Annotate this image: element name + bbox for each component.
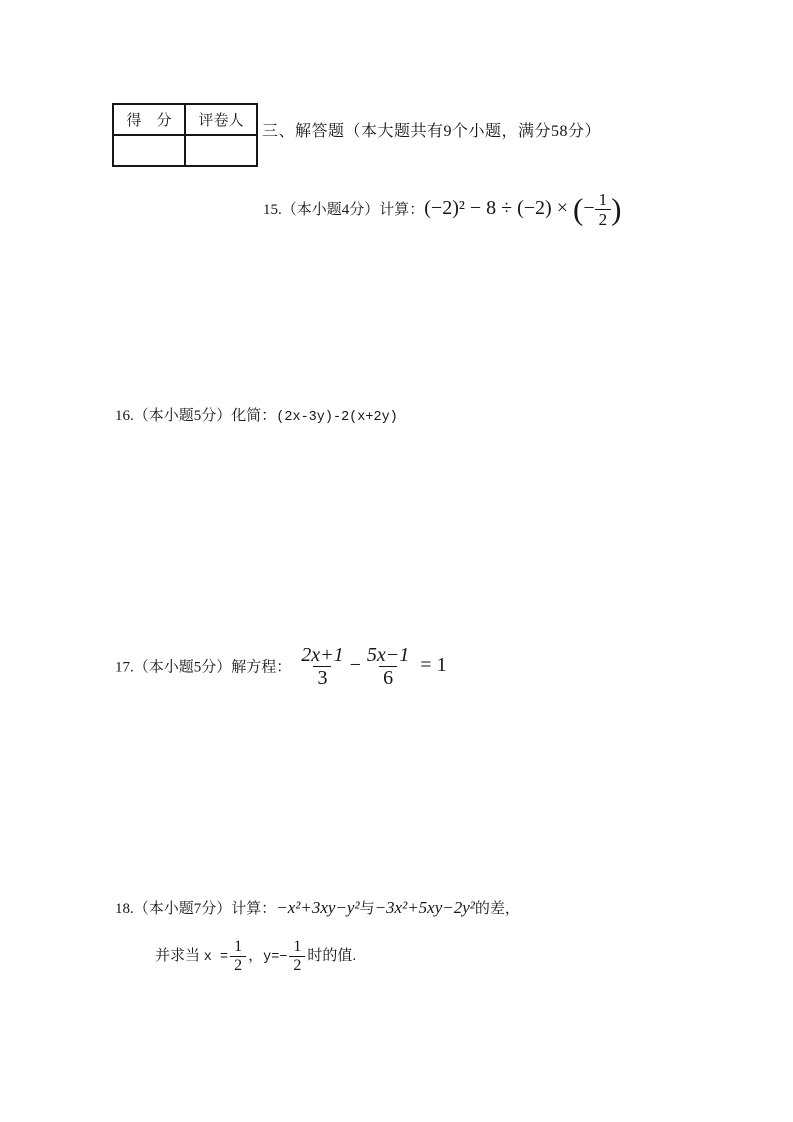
problem-18-line-1: [115, 897, 520, 918]
problem-17-formula: [291, 644, 447, 690]
p17-fraction-1-numerator: 2x+1: [301, 644, 344, 666]
p17-fraction-2-numerator: 5x−1: [366, 644, 410, 666]
p18-x-fraction-denominator: 2: [230, 956, 246, 975]
p15-expression: (−2)² − 8 ÷ (−2) ×: [424, 197, 573, 220]
p18-y-equals: y=−: [263, 949, 288, 965]
section-heading: 三、解答题（本大题共有9个小题，满分58分）: [262, 123, 602, 140]
score-table-header-row: [113, 104, 257, 135]
p18-expression-2: −3x²+5xy−2y²: [374, 898, 475, 917]
p18-line2-lead: 并求当: [155, 947, 204, 964]
p17-fraction-1: [297, 644, 347, 690]
p17-fraction-1-denominator: 3: [313, 666, 331, 689]
problem-18-formula: [276, 898, 520, 917]
p17-fraction-2-denominator: 6: [379, 666, 397, 689]
problem-15-formula: [424, 190, 622, 230]
p18-y-fraction: [289, 938, 305, 975]
p18-y-fraction-numerator: 1: [293, 938, 302, 955]
p18-y-fraction-denominator: 2: [289, 956, 305, 975]
p17-fraction-2: [363, 644, 413, 690]
problem-18-line-2: [155, 938, 356, 975]
problem-18-label: 18.（本小题7分）计算：: [115, 901, 277, 917]
score-table: [112, 103, 258, 167]
p15-open-paren: (: [573, 191, 584, 227]
problem-17: [115, 644, 447, 690]
problem-16: [115, 404, 398, 425]
p15-fraction: [595, 190, 612, 229]
p18-conjunction: 与: [359, 901, 375, 917]
score-header-cell: 得 分: [113, 104, 185, 135]
problem-15-label: 15.（本小题4分）计算：: [263, 202, 425, 219]
problem-15: [263, 190, 621, 229]
p18-expression-1: −x²+3xy−y²: [276, 898, 360, 917]
score-table-blank-row: [113, 135, 257, 166]
p18-separator-comma: ，: [248, 947, 264, 964]
score-value-cell: [113, 135, 185, 166]
problem-17-label: 17.（本小题5分）解方程：: [115, 659, 292, 676]
p15-fraction-denominator: 2: [595, 209, 612, 229]
p18-x-fraction-numerator: 1: [234, 938, 243, 955]
problem-16-label: 16.（本小题5分）化简：: [115, 408, 277, 424]
grader-header-cell: 评卷人: [185, 104, 257, 135]
p18-suffix: 的差，: [474, 901, 520, 917]
p15-negative-sign: −: [583, 197, 595, 220]
grader-value-cell: [185, 135, 257, 166]
p18-line2-tail: 时的值.: [307, 947, 357, 964]
p18-x-equals: x =: [203, 949, 229, 965]
p15-fraction-numerator: 1: [598, 190, 608, 209]
p17-equals-one: = 1: [420, 654, 447, 677]
p17-minus-sign: −: [349, 654, 361, 677]
problem-16-expression: (2x-3y)-2(x+2y): [276, 410, 398, 425]
p15-close-paren: ): [611, 191, 622, 227]
p18-x-fraction: [230, 938, 246, 975]
